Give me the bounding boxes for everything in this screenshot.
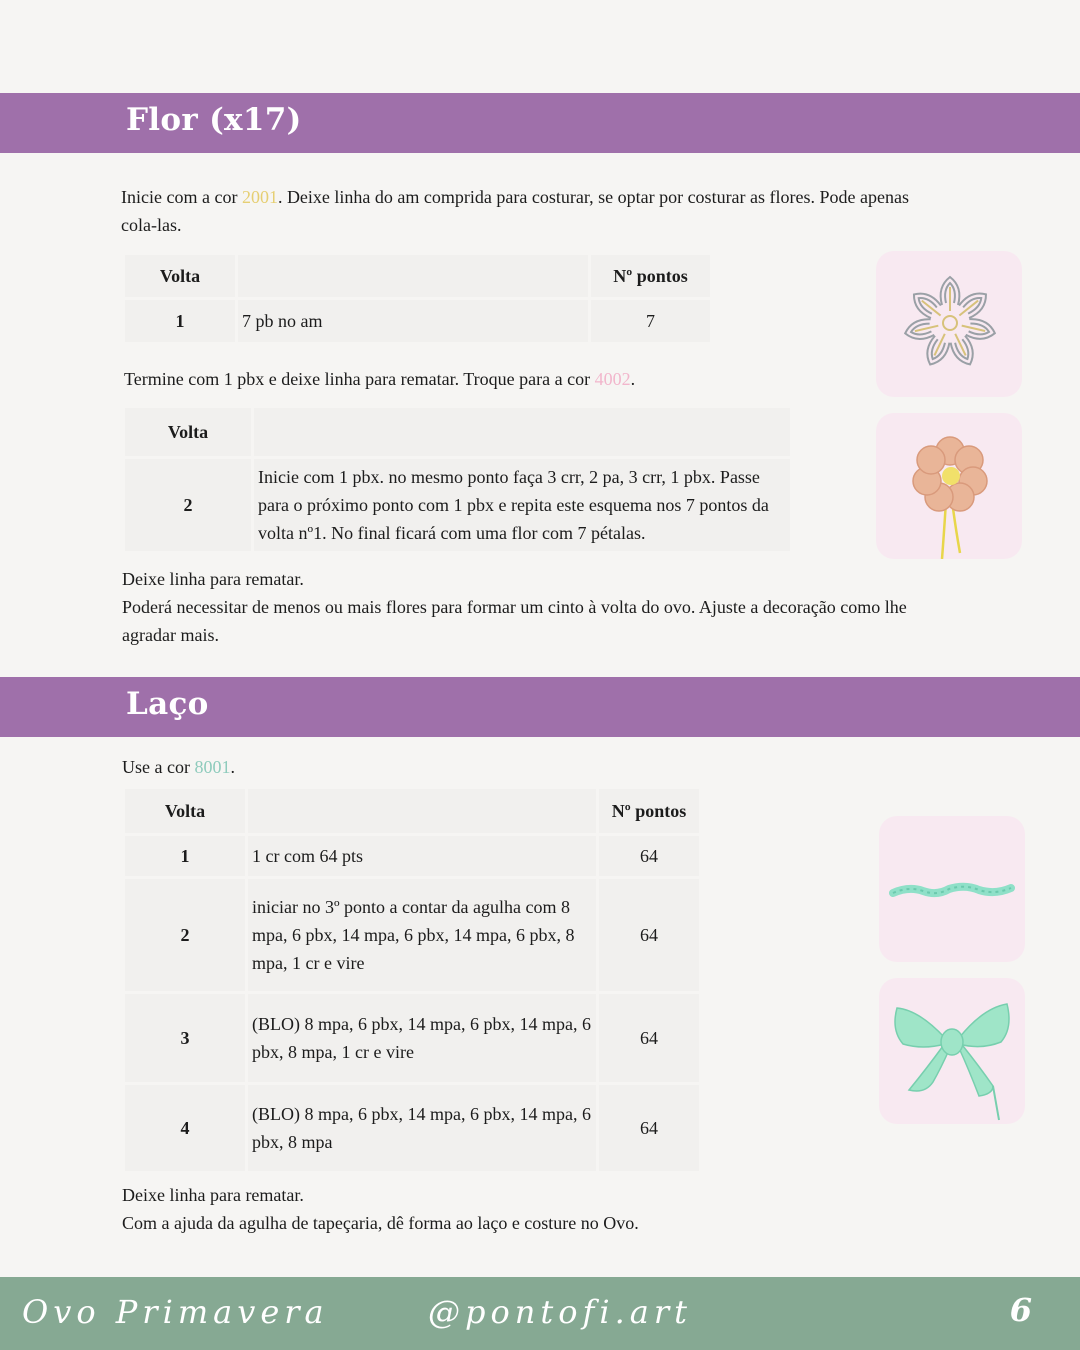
laco-table: [122, 786, 702, 1174]
crochet-bow-image: [879, 978, 1025, 1124]
flor-intro-text-a: Inicie com a cor: [121, 187, 242, 207]
flower-chart-icon: [876, 251, 1022, 397]
footer: [0, 1277, 1080, 1350]
flor-table-1: [122, 252, 713, 345]
row-volta: 3: [125, 994, 245, 1082]
crochet-bow-photo: [879, 978, 1025, 1124]
row-pontos: 64: [599, 1085, 699, 1171]
section-title-laco: Laço: [126, 686, 209, 722]
row-pontos: 7: [591, 300, 710, 342]
flor-mid: [124, 365, 884, 393]
page-number: 6: [1009, 1291, 1032, 1329]
table-row: [125, 994, 699, 1082]
laco-end: [122, 1181, 942, 1237]
section-banner-laco: [0, 677, 1080, 737]
laco-end-line-2: Com a ajuda da agulha de tapeçaria, dê forma ao laço e costure no Ovo.: [122, 1213, 639, 1233]
footer-title: Ovo Primavera: [22, 1293, 329, 1331]
table-header-desc: [254, 408, 790, 456]
row-desc: 7 pb no am: [238, 300, 588, 342]
crochet-strip-image: [879, 816, 1025, 962]
table-header-volta: Volta: [125, 408, 251, 456]
table-row: [125, 459, 790, 551]
table-header-desc: [248, 789, 596, 833]
flower-chart-image: [876, 251, 1022, 397]
row-pontos: 64: [599, 994, 699, 1082]
row-volta: 2: [125, 459, 251, 551]
row-volta: 1: [125, 300, 235, 342]
table-header-volta: Volta: [125, 789, 245, 833]
crochet-flower-image: [876, 413, 1022, 559]
row-pontos: 64: [599, 879, 699, 991]
table-header-volta: Volta: [125, 255, 235, 297]
crochet-strip-photo: [879, 816, 1025, 962]
flor-end-line-2: Poderá necessitar de menos ou mais flores para formar um cinto à volta do ovo. Ajuste a decoração como lhe agradar mais.: [122, 597, 907, 645]
laco-intro-color: 8001: [194, 757, 231, 777]
crochet-flower-photo: [876, 413, 1022, 559]
table-header-pontos: Nº pontos: [599, 789, 699, 833]
flor-mid-text-b: .: [630, 369, 636, 389]
laco-intro: [122, 753, 235, 781]
row-desc: iniciar no 3º ponto a contar da agulha com 8 mpa, 6 pbx, 14 mpa, 6 pbx, 14 mpa, 6 pbx, 8 mpa, 1 cr e vire: [248, 879, 596, 991]
row-desc: (BLO) 8 mpa, 6 pbx, 14 mpa, 6 pbx, 14 mpa, 6 pbx, 8 mpa, 1 cr e vire: [248, 994, 596, 1082]
section-title-flor: Flor (x17): [126, 102, 302, 138]
laco-intro-text-a: Use a cor: [122, 757, 195, 777]
table-row: [125, 1085, 699, 1171]
flor-end-line-1: Deixe linha para rematar.: [122, 569, 304, 589]
flor-end: [122, 565, 942, 649]
row-volta: 4: [125, 1085, 245, 1171]
laco-end-line-1: Deixe linha para rematar.: [122, 1185, 304, 1205]
table-row: [125, 300, 710, 342]
row-desc: 1 cr com 64 pts: [248, 836, 596, 876]
row-desc: Inicie com 1 pbx. no mesmo ponto faça 3 crr, 2 pa, 3 crr, 1 pbx. Passe para o próximo ponto com 1 pbx e repita este esquema nos 7 pontos da volta nº1. No final ficará com uma flor com 7 pétalas.: [254, 459, 790, 551]
section-banner-flor: [0, 93, 1080, 153]
flor-intro: [121, 183, 941, 239]
flor-intro-text-b: . Deixe linha do am comprida para costurar, se optar por costurar as flores. Pode apenas cola-las.: [121, 187, 909, 235]
table-row: [125, 836, 699, 876]
table-header-desc: [238, 255, 588, 297]
row-pontos: 64: [599, 836, 699, 876]
footer-handle: @pontofi.art: [428, 1293, 692, 1331]
flor-table-2: [122, 405, 793, 554]
flor-mid-text-a: Termine com 1 pbx e deixe linha para rematar. Troque para a cor: [124, 369, 595, 389]
row-volta: 1: [125, 836, 245, 876]
flor-intro-color: 2001: [241, 187, 278, 207]
table-row: [125, 879, 699, 991]
row-desc: (BLO) 8 mpa, 6 pbx, 14 mpa, 6 pbx, 14 mpa, 6 pbx, 8 mpa: [248, 1085, 596, 1171]
flor-mid-color: 4002: [594, 369, 631, 389]
row-volta: 2: [125, 879, 245, 991]
table-header-pontos: Nº pontos: [591, 255, 710, 297]
laco-intro-text-b: .: [230, 757, 235, 777]
